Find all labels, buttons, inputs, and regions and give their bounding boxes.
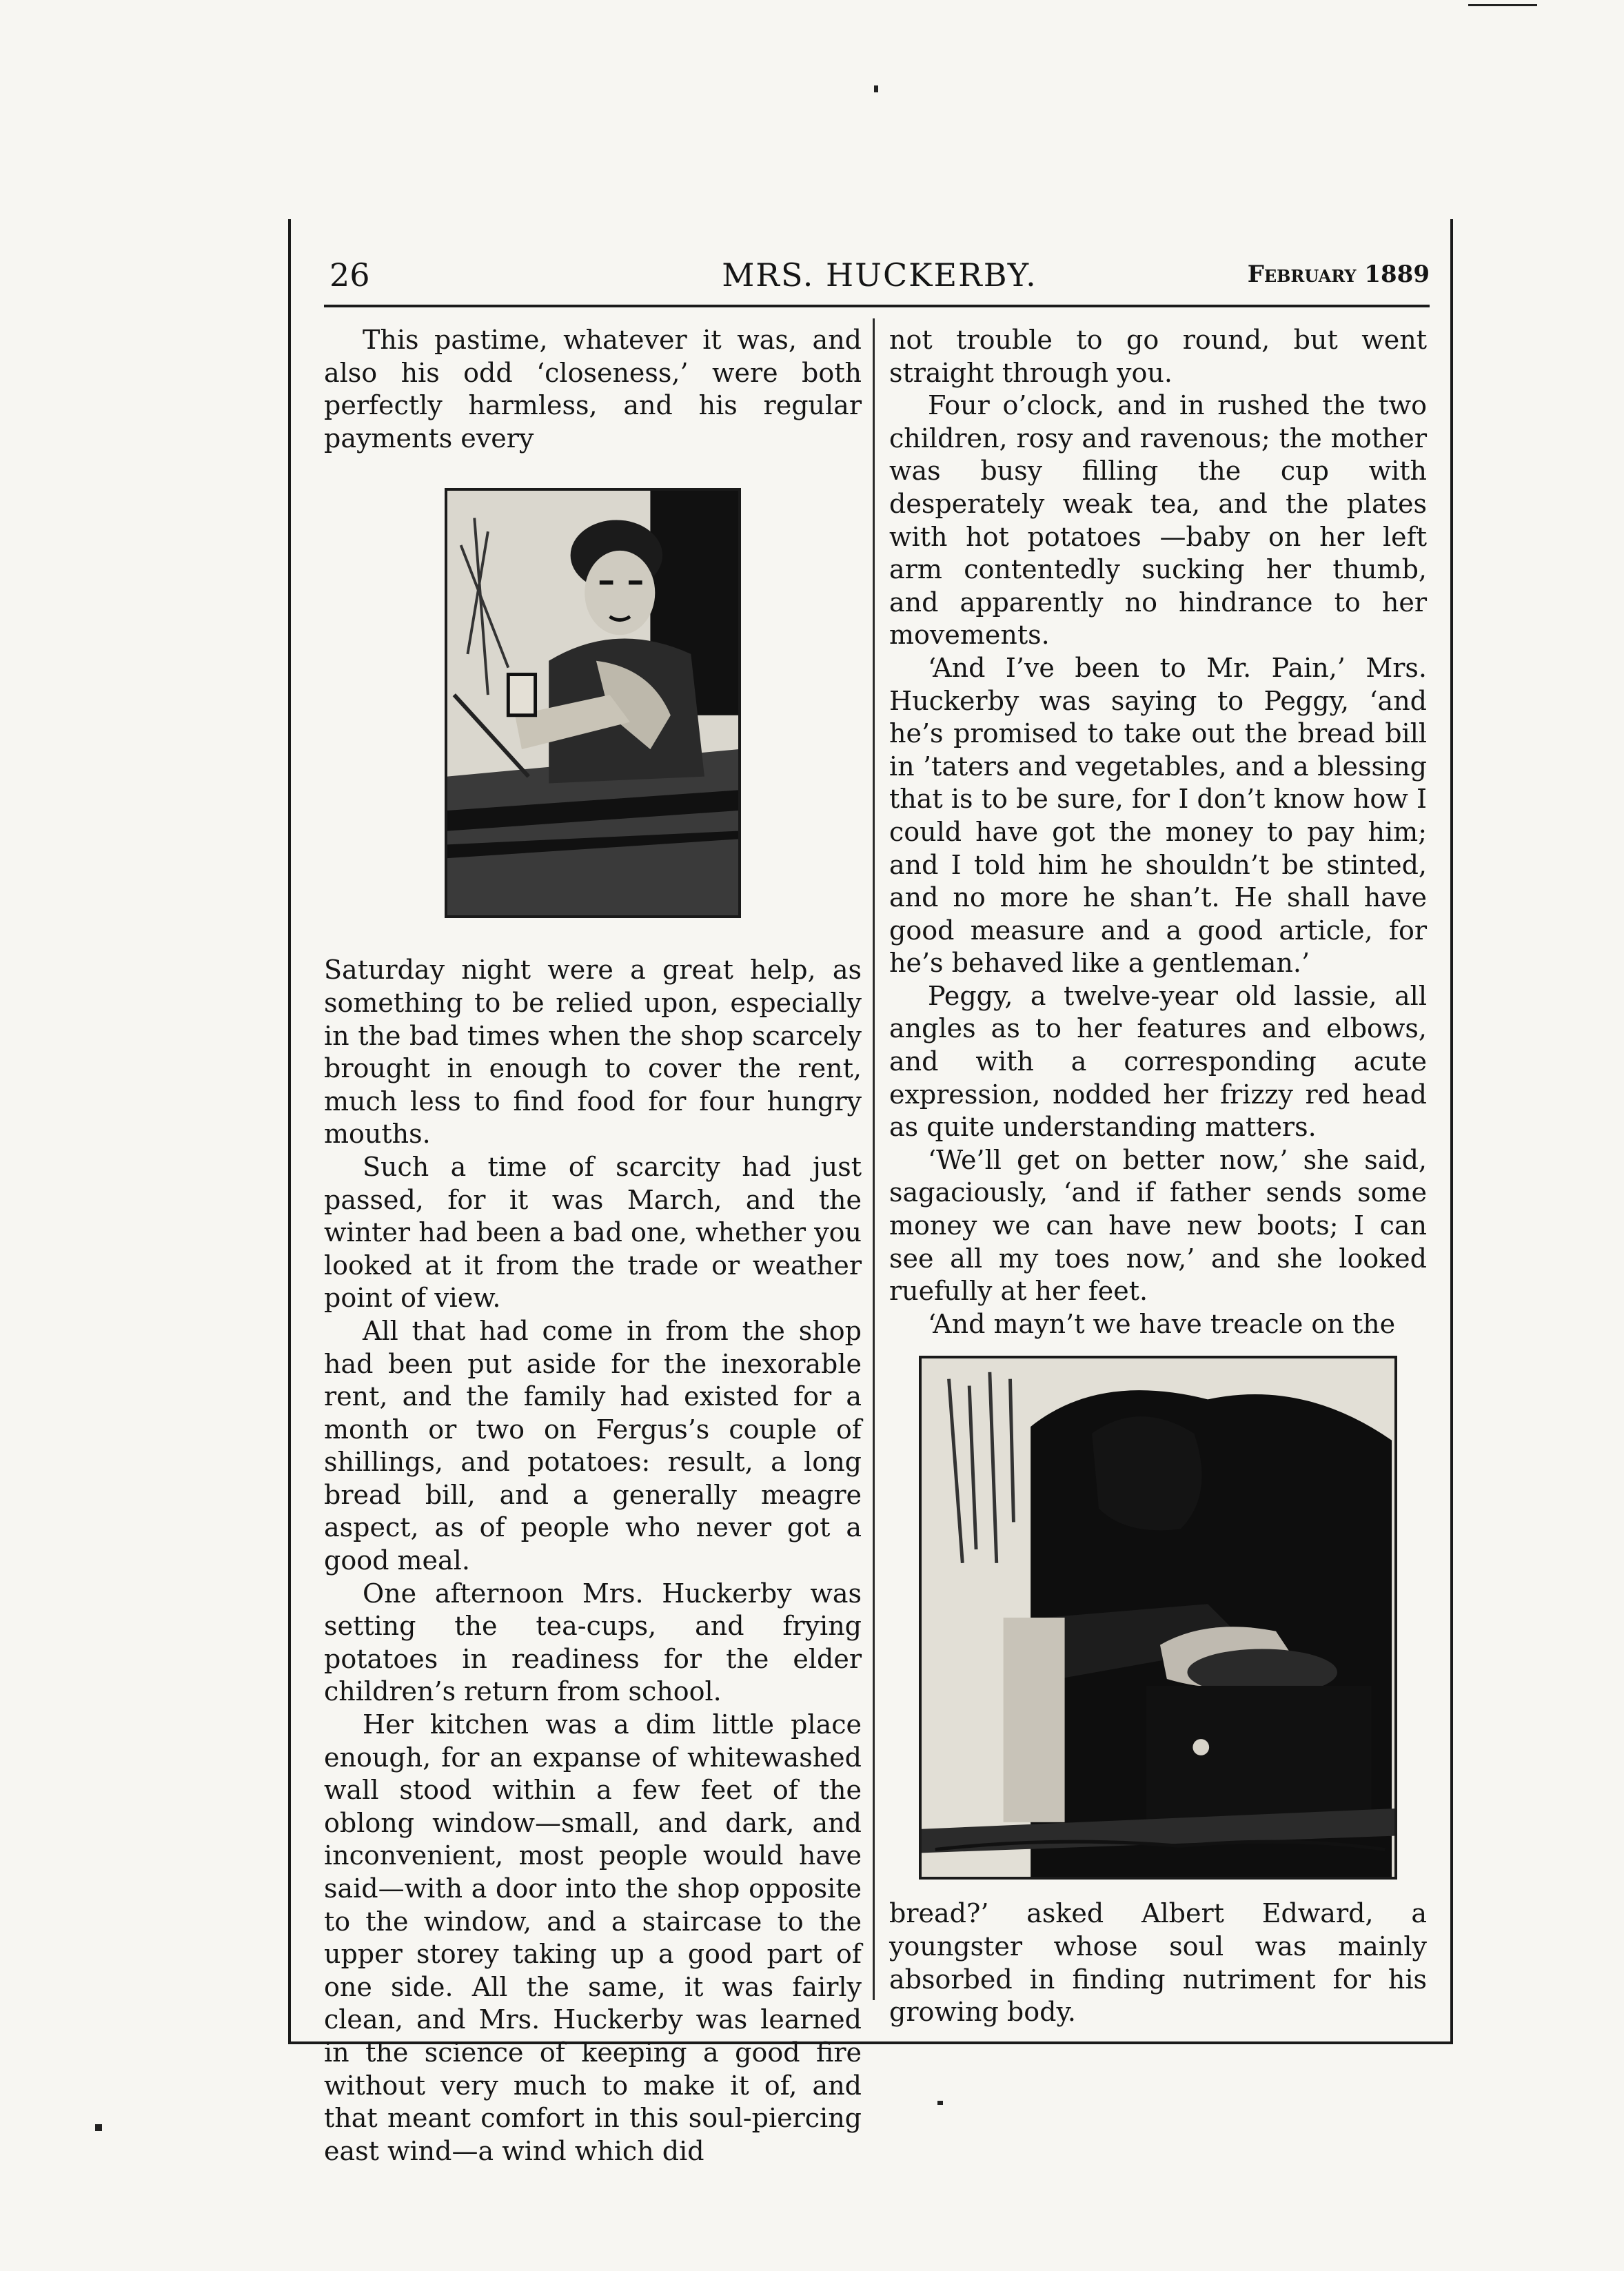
carver-engraving-icon bbox=[447, 491, 738, 915]
paragraph: This pastime, whatever it was, and also his odd ‘closeness,’ were both perfectly harmless, and his regular payments every bbox=[324, 325, 862, 454]
paragraph: not trouble to go round, but went straight through you. bbox=[889, 325, 1427, 388]
page-number: 26 bbox=[329, 256, 370, 294]
print-mark bbox=[874, 85, 878, 92]
issue-date: February 1889 bbox=[1247, 261, 1430, 288]
paragraph: One afternoon Mrs. Huckerby was setting the tea-cups, and frying potatoes in readiness for the elder children’s return from school. bbox=[324, 1578, 862, 1707]
paragraph: Peggy, a twelve-year old lassie, all angles as to her features and elbows, and with a corresponding acute expression, nodded her frizzy red head as quite understanding matters. bbox=[889, 980, 1427, 1143]
cook-illustration bbox=[919, 1356, 1397, 1880]
print-mark bbox=[1468, 4, 1537, 6]
paragraph: Four o’clock, and in rushed the two children, rosy and ravenous; the mother was busy filling the cup with desperately weak tea, and the plates with hot potatoes —baby on her left arm contentedly sucking her thumb, and apparently no hindrance to her movements. bbox=[889, 390, 1427, 651]
right-column bbox=[889, 324, 1427, 2029]
paragraph: Saturday night were a great help, as something to be relied upon, especially in the bad times when the shop scarcely brought in enough to cover the rent, much less to find food for four hungry mouths. bbox=[324, 955, 862, 1150]
left-column bbox=[324, 324, 862, 2168]
paragraph: Such a time of scarcity had just passed, for it was March, and the winter had been a bad one, whether you looked at it from the trade or weather point of view. bbox=[324, 1151, 862, 1314]
paragraph: All that had come in from the shop had been put aside for the inexorable rent, and the family had existed for a month or two on Fergus’s couple of shillings, and potatoes: result, a long bread bill, and a generally meagre aspect, as of people who never got a good meal. bbox=[324, 1315, 862, 1576]
carver-illustration bbox=[445, 488, 741, 918]
paragraph: ‘We’ll get on better now,’ she said, sagaciously, ‘and if father sends some money we can have new boots; I can see all my toes now,’ and she looked ruefully at her feet. bbox=[889, 1144, 1427, 1307]
cook-engraving-icon bbox=[922, 1358, 1394, 1877]
page-title: MRS. HUCKERBY. bbox=[722, 256, 1037, 294]
print-mark bbox=[95, 2124, 102, 2131]
paragraph: ‘And mayn’t we have treacle on the bbox=[928, 1308, 1396, 1339]
paragraph: Her kitchen was a dim little place enough, for an expanse of whitewashed wall stood within a few feet of the oblong window—small, and dark, and inconvenient, most people would have said—with a door into the shop opposite to the window, and a staircase to the upper storey taking up a good part of one side. All the same, it was fairly clean, and Mrs. Huckerby was learned in the science of keeping a good fire without very much to make it of, and that meant comfort in this soul-piercing east wind—a wind which did bbox=[324, 1709, 862, 2166]
column-divider bbox=[873, 318, 875, 2000]
running-head bbox=[329, 256, 1430, 305]
header-rule bbox=[324, 305, 1430, 307]
paragraph: bread?’ asked Albert Edward, a youngster whose soul was mainly absorbed in finding nutriment for his growing body. bbox=[889, 1898, 1427, 2028]
paragraph: ‘And I’ve been to Mr. Pain,’ Mrs. Huckerby was saying to Peggy, ‘and he’s promised to take out the bread bill in ’taters and vegetables, and a blessing that is to be sure, for I don’t know how I could have got the money to pay him; and I told him he shouldn’t be stinted, and no more he shan’t. He shall have good measure and a good article, for he’s behaved like a gentleman.’ bbox=[889, 652, 1427, 979]
print-mark bbox=[937, 2101, 943, 2105]
